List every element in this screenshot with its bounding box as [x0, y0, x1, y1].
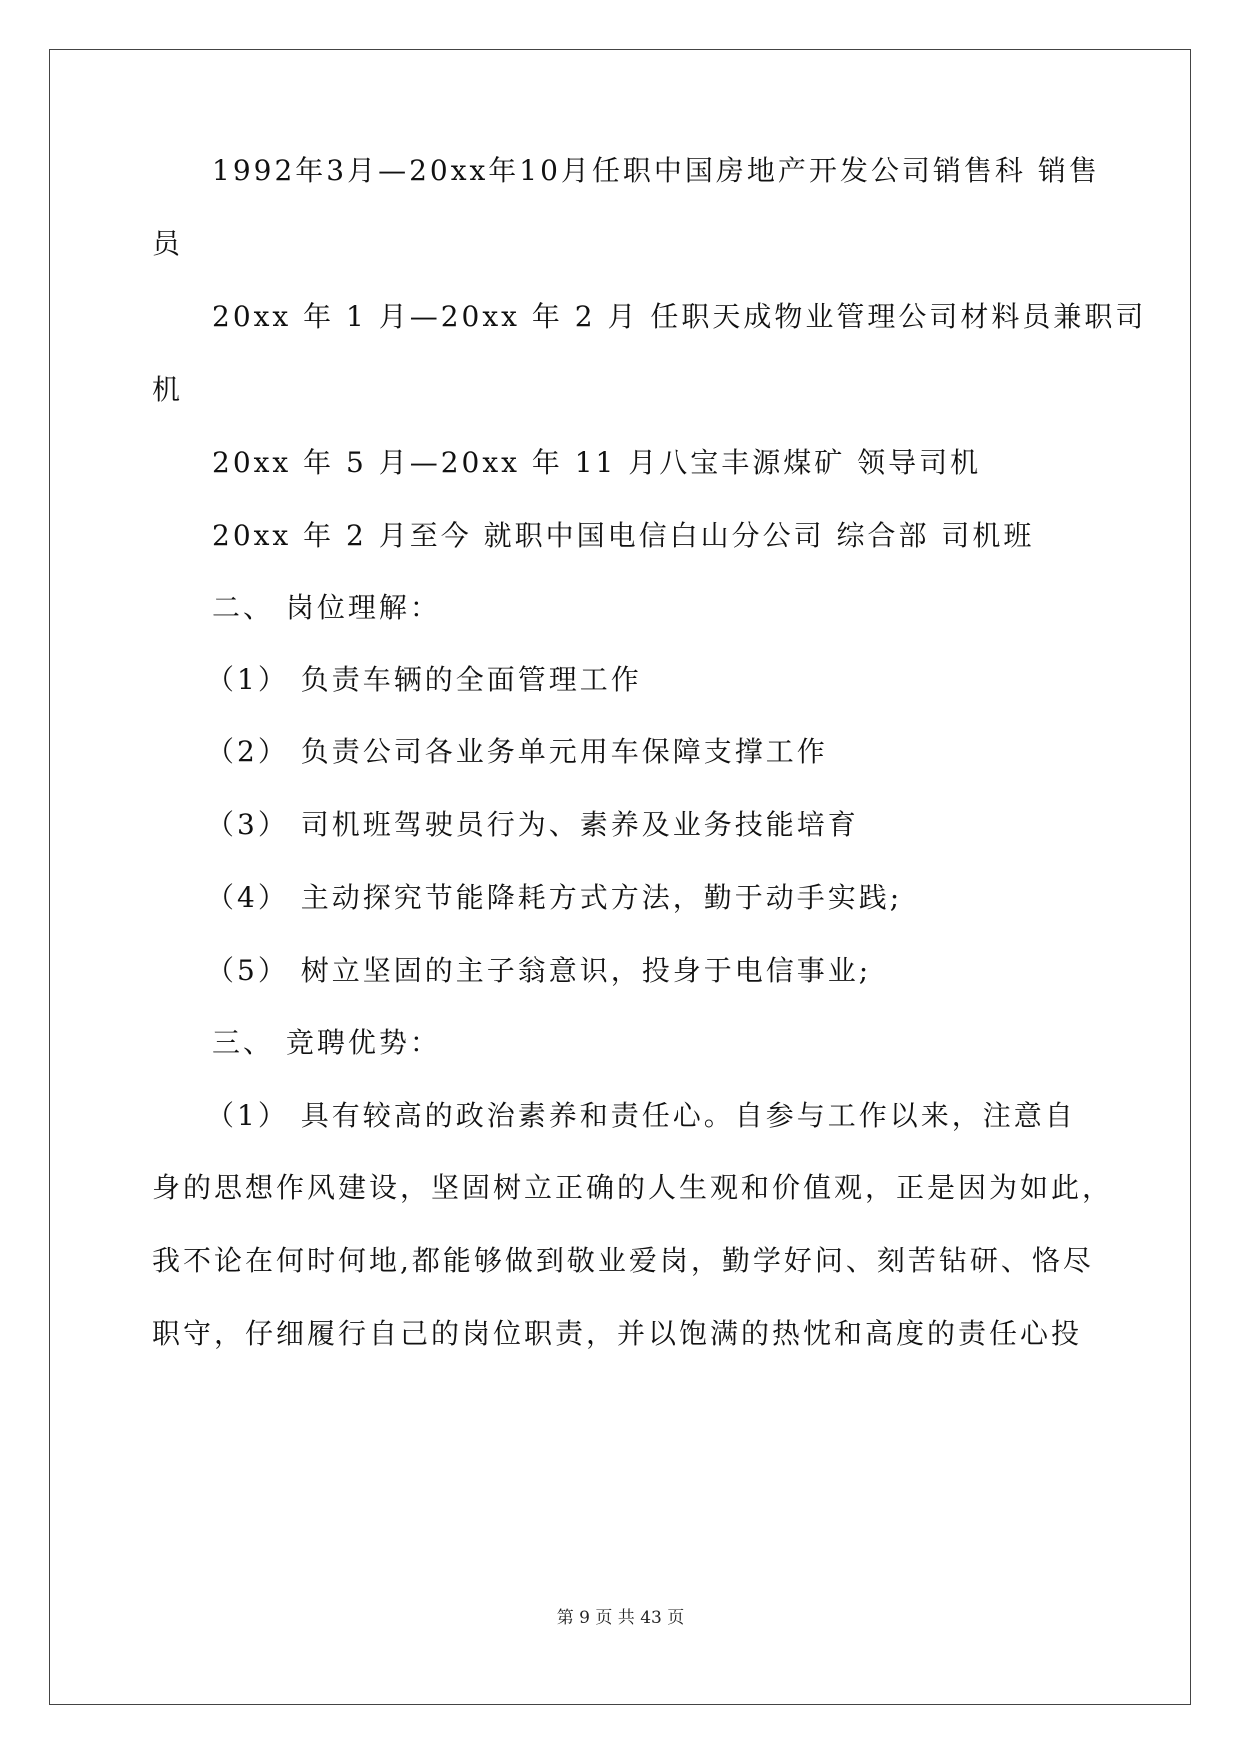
paragraph-line: 1992年3月—20xx年10月任职中国房地产开发公司销售科 销售	[212, 154, 1100, 187]
section-heading: 二、 岗位理解：	[212, 591, 441, 624]
list-item: （1） 负责车辆的全面管理工作	[206, 663, 642, 696]
list-item: （4） 主动探究节能降耗方式方法，勤于动手实践;	[206, 881, 903, 914]
list-item: （3） 司机班驾驶员行为、素养及业务技能培育	[206, 808, 859, 841]
paragraph-line: 职守，仔细履行自己的岗位职责，并以饱满的热忱和高度的责任心投	[152, 1317, 1083, 1350]
section-heading: 三、 竞聘优势：	[212, 1026, 441, 1059]
list-item: （5） 树立坚固的主子翁意识，投身于电信事业;	[206, 954, 872, 987]
paragraph-line: 机	[152, 373, 184, 406]
paragraph-line: 20xx 年 1 月—20xx 年 2 月 任职天成物业管理公司材料员兼职司	[212, 300, 1147, 333]
paragraph-line: （1） 具有较高的政治素养和责任心。自参与工作以来，注意自	[206, 1099, 1076, 1132]
page-number-footer: 第 9 页 共 43 页	[556, 1608, 685, 1628]
paragraph-line: 身的思想作风建设，坚固树立正确的人生观和价值观，正是因为如此，	[152, 1171, 1114, 1204]
paragraph-line: 20xx 年 2 月至今 就职中国电信白山分公司 综合部 司机班	[212, 519, 1035, 552]
list-item: （2） 负责公司各业务单元用车保障支撑工作	[206, 735, 828, 768]
paragraph-line: 我不论在何时何地,都能够做到敬业爱岗，勤学好问、刻苦钻研、恪尽	[152, 1244, 1094, 1277]
paragraph-line: 20xx 年 5 月—20xx 年 11 月八宝丰源煤矿 领导司机	[212, 446, 982, 479]
paragraph-line: 员	[152, 227, 184, 260]
